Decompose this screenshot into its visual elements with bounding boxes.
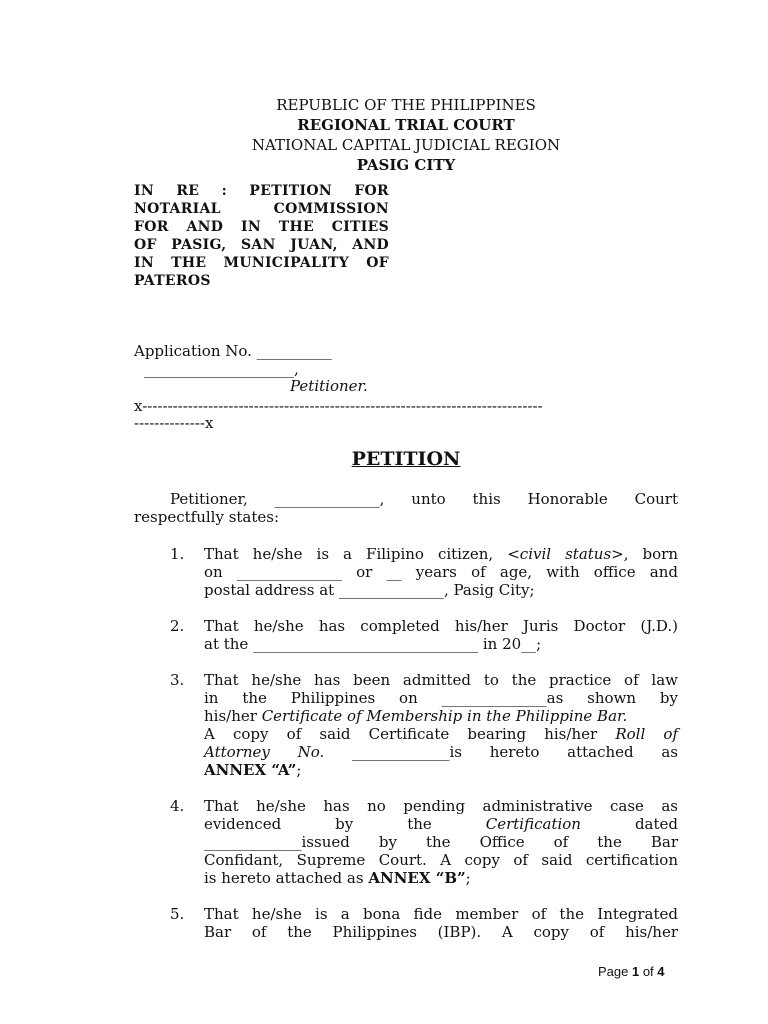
- intro-line: Petitioner, ______________, unto this Honorable Court: [170, 490, 678, 508]
- caption-line: FOR AND IN THE CITIES: [134, 219, 389, 235]
- court-header: [134, 95, 678, 175]
- item-line: That he/she is a Filipino citizen, <civil status>, born: [204, 545, 678, 563]
- item-line: is hereto attached as ANNEX “B”;: [204, 869, 471, 887]
- intro-paragraph: [134, 490, 678, 526]
- item-number: 5.: [170, 905, 185, 923]
- item-line: That he/she is a bona fide member of the Integrated: [204, 905, 678, 923]
- caption-line: NOTARIAL COMMISSION: [134, 201, 389, 217]
- caption-line: PATEROS: [134, 273, 211, 289]
- item-line: ANNEX “A”;: [204, 761, 302, 779]
- petitioner-name-blank: ____________________,: [144, 360, 299, 378]
- item-number: 2.: [170, 617, 185, 635]
- caption-line: OF PASIG, SAN JUAN, AND: [134, 237, 389, 253]
- item-line: Attorney No. _____________is hereto attached as: [204, 743, 678, 761]
- application-number: Application No. __________: [134, 342, 332, 360]
- item-line: at the ______________________________ in 20__;: [204, 635, 542, 653]
- header-republic: REPUBLIC OF THE PHILIPPINES: [276, 96, 536, 114]
- list-item: [134, 797, 678, 887]
- header-region: NATIONAL CAPITAL JUDICIAL REGION: [251, 136, 561, 154]
- header-city: PASIG CITY: [356, 156, 456, 174]
- item-line: in the Philippines on ______________as shown by: [204, 689, 678, 707]
- list-item: [134, 617, 678, 653]
- item-line: Confidant, Supreme Court. A copy of said certification: [204, 851, 678, 869]
- item-line: on ______________ or __ years of age, with office and: [204, 563, 678, 581]
- item-line: That he/she has no pending administrative case as: [204, 797, 678, 815]
- of-label: of: [639, 964, 658, 979]
- item-line: A copy of said Certificate bearing his/her Roll of: [204, 725, 678, 743]
- separator-line-end: --------------x: [134, 414, 214, 432]
- item-line: his/her Certificate of Membership in the Philippine Bar.: [204, 707, 628, 725]
- list-item: [134, 905, 678, 941]
- item-number: 1.: [170, 545, 185, 563]
- item-line: That he/she has been admitted to the practice of law: [204, 671, 678, 689]
- separator-line: x-------------------------------------------------------------------------------: [134, 397, 543, 415]
- numbered-list: [134, 545, 678, 959]
- item-number: 4.: [170, 797, 185, 815]
- item-line: That he/she has completed his/her Juris Doctor (J.D.): [204, 617, 678, 635]
- item-line: _____________issued by the Office of the Bar: [204, 833, 678, 851]
- current-page: 1: [631, 964, 640, 979]
- case-caption: [134, 182, 389, 290]
- page-label: Page: [598, 964, 632, 979]
- list-item: [134, 545, 678, 599]
- list-item: [134, 671, 678, 779]
- intro-line: respectfully states:: [134, 508, 280, 526]
- item-line: evidenced by the Certification dated: [204, 815, 678, 833]
- petitioner-label: Petitioner.: [290, 377, 368, 395]
- item-line: Bar of the Philippines (IBP). A copy of his/her: [204, 923, 678, 941]
- caption-line: IN THE MUNICIPALITY OF: [134, 255, 389, 271]
- page-indicator: [598, 963, 665, 981]
- total-pages: 4: [657, 964, 665, 979]
- item-line: postal address at ______________, Pasig City;: [204, 581, 535, 599]
- item-number: 3.: [170, 671, 185, 689]
- header-court: REGIONAL TRIAL COURT: [297, 116, 515, 134]
- caption-line: IN RE : PETITION FOR: [134, 183, 389, 199]
- document-title: PETITION: [351, 448, 461, 470]
